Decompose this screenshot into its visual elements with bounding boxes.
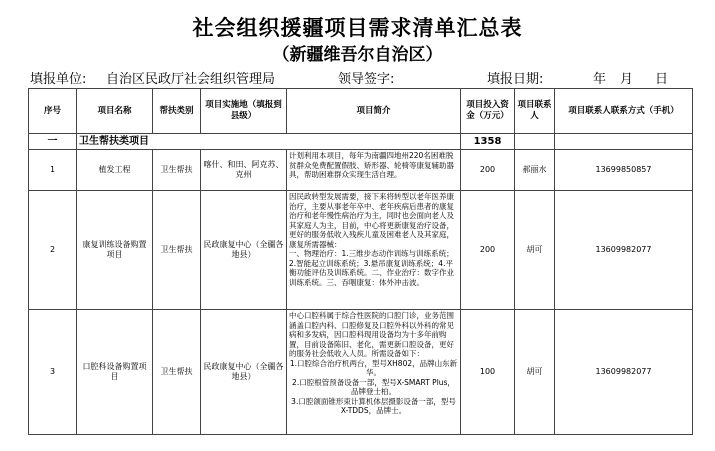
row-fund: 100 xyxy=(461,310,515,435)
row-phone: 13699850857 xyxy=(555,150,693,191)
table-row xyxy=(29,150,693,191)
section-index: 一 xyxy=(29,134,77,150)
row-name: 植发工程 xyxy=(77,150,153,191)
table-row xyxy=(29,191,693,310)
row-name: 口腔科设备购置项目 xyxy=(77,310,153,435)
row-location: 民政康复中心（全疆各地县） xyxy=(201,191,287,310)
row-category: 卫生帮扶 xyxy=(153,191,201,310)
row-desc: 计划利用本项目，每年为南疆四地州220名困难脱贫群众免费配置假肢、矫形器、轮椅等康复辅助器具，帮助困难群众实现生活自理。 xyxy=(287,150,461,191)
col-header-category: 帮扶类别 xyxy=(153,89,201,134)
row-phone: 13609982077 xyxy=(555,310,693,435)
row-fund: 200 xyxy=(461,150,515,191)
row-contact: 郝丽水 xyxy=(515,150,555,191)
date-year: 年 xyxy=(593,72,607,87)
row-fund: 200 xyxy=(461,191,515,310)
row-category: 卫生帮扶 xyxy=(153,150,201,191)
row-no: 3 xyxy=(29,310,77,435)
date-day: 日 xyxy=(655,72,669,87)
section-total: 1358 xyxy=(461,134,515,150)
date-month: 月 xyxy=(620,72,634,87)
row-location: 民政康复中心（全疆各地县） xyxy=(201,310,287,435)
sign-label: 领导签字: xyxy=(338,72,395,87)
row-contact: 胡可 xyxy=(515,191,555,310)
col-header-phone: 项目联系人联系方式（手机） xyxy=(555,89,693,134)
row-desc: 中心口腔科属于综合性医院的口腔门诊，业务范围涵盖口腔内科、口腔修复及口腔外科以外科的常见病和多发病，因口腔科现用设备均为十多年前购置，目前设备陈旧、老化，需更新口腔设备，更好的服务社会低收入人员。所需设备如下： 1.口腔综合治疗机两台，型号XH802，品牌山东新华。 2.口腔根管预备设备一部，型号X-SMART Plus，品牌登士柏。 3.口腔颌面锥形束计算机体层摄影设备一部，型号X-TDDS，品牌士。 xyxy=(287,310,461,435)
unit-value: 自治区民政厅社会组织管理局 xyxy=(106,72,276,87)
page-subtitle: （新疆维吾尔自治区） xyxy=(272,45,443,65)
table-header-row xyxy=(29,89,693,134)
date-label: 填报日期: xyxy=(487,72,544,87)
col-header-fund: 项目投入资金（万元） xyxy=(461,89,515,134)
col-header-contact: 项目联系人 xyxy=(515,89,555,134)
row-no: 1 xyxy=(29,150,77,191)
project-table xyxy=(28,88,693,435)
row-desc: 因民政转型发展需要，接下来将转型以老年医养康治疗，主要从事老年卒中、老年疾病后患者的康复治疗和老年慢性病治疗为主，同时也会面向老人及其家庭人为主，目前，中心将更新康复治疗设备，更好的服务低收入残疾儿童及困难老人及其家庭，康复所需器械： 一、物理治疗：1.三维步态动作训练与训练系统；2.智能起立训练系统；3.悬吊康复训练系统；4.平衡功能评估及训练系统。二、作业治疗：数字作业训练系统。三、吞咽康复：体外冲击波。 xyxy=(287,191,461,310)
section-row xyxy=(29,134,693,150)
row-name: 康复训练设备购置项目 xyxy=(77,191,153,310)
col-header-location: 项目实施地（填报到县级） xyxy=(201,89,287,134)
page-title: 社会组织援疆项目需求清单汇总表 xyxy=(192,16,523,40)
row-location: 喀什、和田、阿克苏、克州 xyxy=(201,150,287,191)
row-category: 卫生帮扶 xyxy=(153,310,201,435)
unit-label: 填报单位: xyxy=(30,72,87,87)
col-header-name: 项目名称 xyxy=(77,89,153,134)
row-phone: 13609982077 xyxy=(555,191,693,310)
section-name: 卫生帮扶类项目 xyxy=(77,134,461,150)
row-no: 2 xyxy=(29,191,77,310)
table-row xyxy=(29,310,693,435)
col-header-desc: 项目简介 xyxy=(287,89,461,134)
col-header-no: 序号 xyxy=(29,89,77,134)
row-contact: 胡可 xyxy=(515,310,555,435)
